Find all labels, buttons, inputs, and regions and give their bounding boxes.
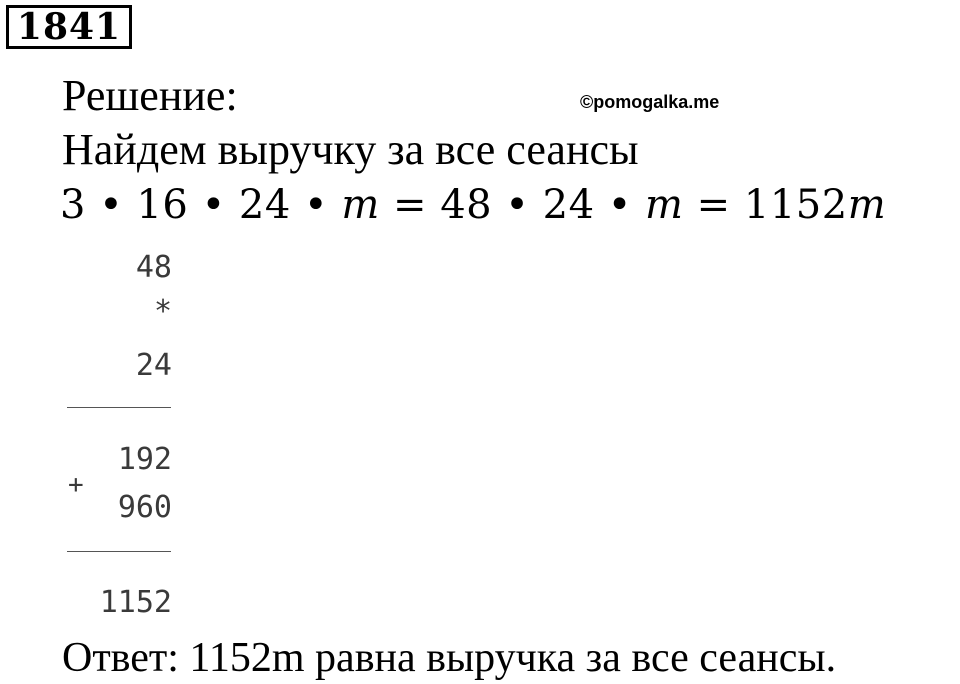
calc-partial-1: 192 (117, 442, 172, 477)
calc-rule-1 (67, 407, 171, 408)
calc-plus-sign: + (68, 470, 84, 500)
equation: 3 • 16 • 24 • 𝑚 = 48 • 24 • 𝑚 = 1152𝑚 (60, 182, 887, 228)
solution-label: Решение: (62, 71, 238, 120)
calc-multiplicand: 48 (135, 250, 172, 285)
answer-text: Ответ: 1152m равна выручка за все сеансы. (62, 635, 837, 681)
calc-partial-2: 960 (117, 490, 172, 525)
watermark: ©pomogalka.me (580, 92, 720, 112)
calc-multiply-sign: * (153, 294, 172, 329)
calc-result: 1152 (99, 585, 172, 620)
task-text: Найдем выручку за все сеансы (62, 125, 639, 174)
calc-rule-2 (67, 551, 171, 552)
calc-multiplier: 24 (135, 348, 172, 383)
problem-number-badge: 1841 (6, 5, 132, 49)
